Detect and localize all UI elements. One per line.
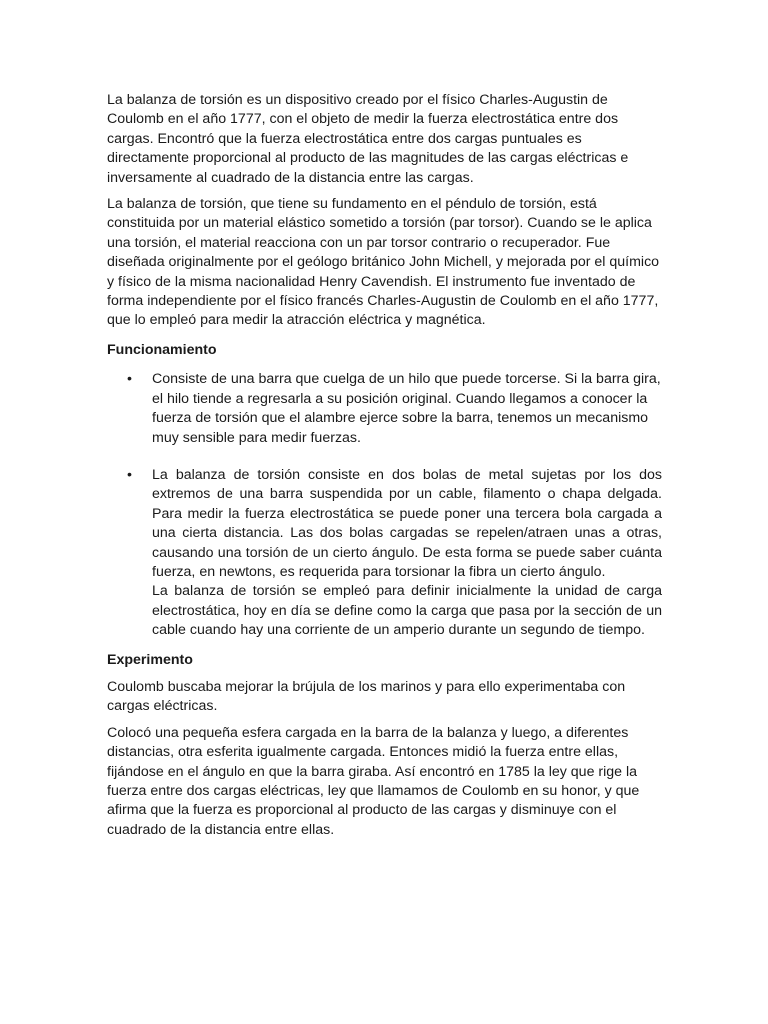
section-heading-experimento: Experimento [107, 651, 193, 668]
bullet-list [107, 370, 662, 640]
intro-paragraph-1: La balanza de torsión es un dispositivo creado por el físico Charles-Augustin de Coulomb en el año 1777, con el objeto de medir la fuerza electrostática entre dos cargas. Encontró que la fuerza electrostática entre dos cargas puntuales es directamente proporcional al producto de las magnitudes de las cargas eléctricas e inversamente al cuadrado de la distancia entre las cargas. [107, 92, 629, 186]
experiment-paragraph-2: Colocó una pequeña esfera cargada en la barra de la balanza y luego, a diferentes distancias, otra esferita igualmente cargada. Entonces midió la fuerza entre ellas, fijándose en el ángulo en que la barra giraba. Así encontró en 1785 la ley que rige la fuerza entre dos cargas eléctricas, ley que llamamos de Coulomb en su honor, y que afirma que la fuerza es proporcional al producto de las cargas y disminuye con el cuadrado de la distancia entre ellas. [107, 724, 640, 838]
bullet-text: Consiste de una barra que cuelga de un hilo que puede torcerse. Si la barra gira, el hilo tiende a regresarla a su posición original. Cuando llegamos a conocer la fuerza de torsión que el alambre ejerce sobre la barra, tenemos un mecanismo muy sensible para medir fuerzas. [152, 371, 661, 446]
list-item [107, 370, 662, 448]
bullet-icon: • [127, 466, 132, 483]
intro-paragraph-2: La balanza de torsión, que tiene su fundamento en el péndulo de torsión, está constituida por un material elástico sometido a torsión (par torsor). Cuando se le aplica una torsión, el material reacciona con un par torsor contrario o recuperador. Fue diseñada originalmente por el geólogo británico John Michell, y mejorada por el químico y físico de la misma nacionalidad Henry Cavendish. El instrumento fue inventado de forma independiente por el físico francés Charles-Augustin de Coulomb en el año 1777, que lo empleó para medir la atracción eléctrica y magnética. [107, 196, 660, 329]
list-item [107, 466, 662, 641]
document-page [107, 91, 662, 847]
bullet-text: La balanza de torsión consiste en dos bolas de metal sujetas por los dos extremos de una barra suspendida por un cable, filamento o chapa delgada. Para medir la fuerza electrostática se puede poner una tercera bola cargada a una cierta distancia. Las dos bolas cargadas se repelen/atraen unas a otras, causando una torsión de un cierto ángulo. De esta forma se puede saber cuánta fuerza, en newtons, es requerida para torsionar la fibra un cierto ángulo. [152, 466, 662, 580]
bullet-icon: • [127, 371, 132, 388]
section-heading-funcionamiento: Funcionamiento [107, 341, 217, 358]
experiment-paragraph-1: Coulomb buscaba mejorar la brújula de los marinos y para ello experimentaba con cargas eléctricas. [107, 678, 626, 715]
bullet-text-continued: La balanza de torsión se empleó para definir inicialmente la unidad de carga electrostática, hoy en día se define como la carga que pasa por la sección de un cable cuando hay una corriente de un amperio durante un segundo de tiempo. [152, 583, 662, 639]
